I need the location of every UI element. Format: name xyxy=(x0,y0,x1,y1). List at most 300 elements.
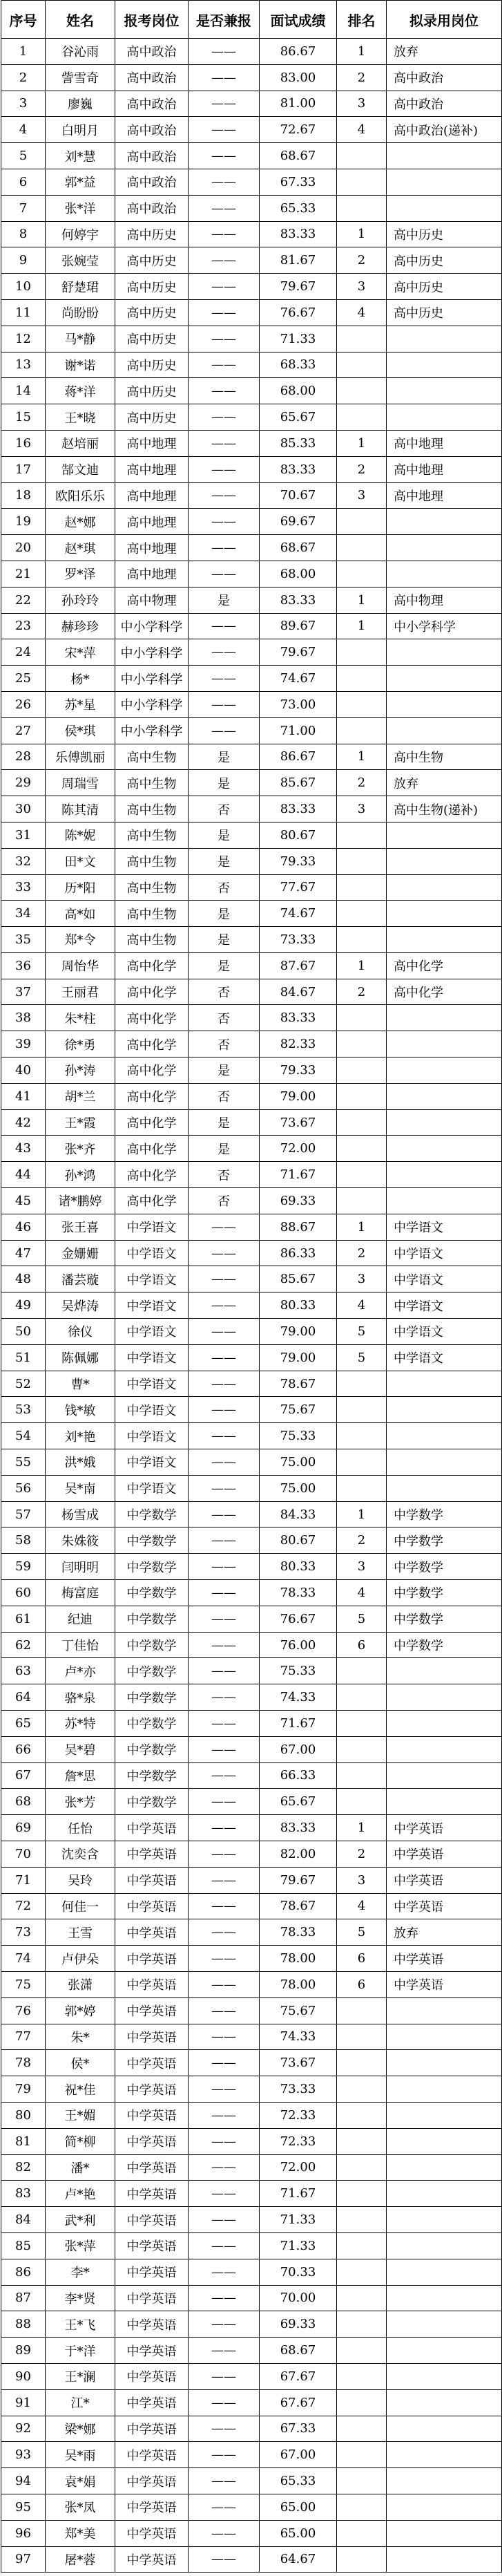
cell-rank xyxy=(337,1684,387,1711)
cell-name: 孙*鸿 xyxy=(46,1162,115,1188)
cell-hire-position xyxy=(387,404,502,431)
cell-serial: 57 xyxy=(1,1501,46,1527)
cell-interview-score: 65.33 xyxy=(260,2468,337,2494)
cell-dual-apply: —— xyxy=(189,1475,260,1501)
cell-name: 卢*艳 xyxy=(46,2181,115,2207)
cell-dual-apply: —— xyxy=(189,378,260,404)
table-row xyxy=(1,247,502,274)
cell-name: 沈奕含 xyxy=(46,1841,115,1867)
cell-name: 洪*娥 xyxy=(46,1449,115,1476)
cell-dual-apply: —— xyxy=(189,2311,260,2338)
cell-interview-score: 75.33 xyxy=(260,1658,337,1684)
table-row xyxy=(1,952,502,979)
cell-name: 侯*琪 xyxy=(46,717,115,744)
cell-position: 高中地理 xyxy=(115,561,189,587)
cell-name: 郭*益 xyxy=(46,169,115,195)
cell-position: 中学数学 xyxy=(115,1711,189,1737)
cell-dual-apply: —— xyxy=(189,2520,260,2546)
table-row xyxy=(1,587,502,613)
cell-hire-position: 放弃 xyxy=(387,1919,502,1946)
table-row xyxy=(1,2416,502,2442)
table-row xyxy=(1,1527,502,1554)
cell-name: 詹*思 xyxy=(46,1762,115,1789)
cell-dual-apply: —— xyxy=(189,2128,260,2154)
cell-interview-score: 65.67 xyxy=(260,404,337,431)
cell-serial: 82 xyxy=(1,2154,46,2181)
cell-dual-apply: —— xyxy=(189,482,260,509)
cell-position: 高中生物 xyxy=(115,796,189,822)
cell-hire-position xyxy=(387,561,502,587)
cell-position: 高中政治 xyxy=(115,64,189,91)
cell-hire-position: 高中物理 xyxy=(387,587,502,613)
cell-rank: 4 xyxy=(337,1292,387,1319)
table-row xyxy=(1,1867,502,1893)
cell-interview-score: 85.33 xyxy=(260,430,337,456)
cell-name: 徐仪 xyxy=(46,1319,115,1345)
cell-serial: 38 xyxy=(1,1005,46,1031)
table-row xyxy=(1,2285,502,2311)
cell-position: 中学英语 xyxy=(115,2207,189,2233)
cell-interview-score: 83.33 xyxy=(260,587,337,613)
cell-dual-apply: —— xyxy=(189,2259,260,2285)
cell-name: 杨雪成 xyxy=(46,1501,115,1527)
cell-dual-apply: —— xyxy=(189,1946,260,1972)
cell-name: 曹* xyxy=(46,1371,115,1397)
cell-serial: 46 xyxy=(1,1214,46,1240)
cell-dual-apply: —— xyxy=(189,299,260,326)
cell-serial: 66 xyxy=(1,1736,46,1762)
cell-rank xyxy=(337,1397,387,1423)
table-row xyxy=(1,1214,502,1240)
cell-rank xyxy=(337,2050,387,2076)
cell-rank xyxy=(337,2363,387,2389)
cell-hire-position xyxy=(387,2076,502,2103)
cell-rank: 2 xyxy=(337,770,387,796)
cell-dual-apply: —— xyxy=(189,274,260,300)
cell-name: 王*晓 xyxy=(46,404,115,431)
cell-rank: 4 xyxy=(337,1893,387,1919)
cell-serial: 69 xyxy=(1,1815,46,1841)
table-row xyxy=(1,378,502,404)
cell-serial: 90 xyxy=(1,2363,46,2389)
cell-hire-position xyxy=(387,1136,502,1162)
cell-dual-apply: —— xyxy=(189,143,260,169)
cell-dual-apply: —— xyxy=(189,1292,260,1319)
cell-serial: 25 xyxy=(1,666,46,692)
cell-rank: 2 xyxy=(337,1841,387,1867)
cell-position: 高中化学 xyxy=(115,952,189,979)
cell-interview-score: 68.67 xyxy=(260,535,337,561)
cell-name: 陈佩娜 xyxy=(46,1344,115,1371)
cell-serial: 65 xyxy=(1,1711,46,1737)
cell-name: 尚盼盼 xyxy=(46,299,115,326)
cell-serial: 49 xyxy=(1,1292,46,1319)
table-row xyxy=(1,1266,502,1292)
cell-rank: 1 xyxy=(337,430,387,456)
cell-interview-score: 72.67 xyxy=(260,117,337,143)
cell-serial: 41 xyxy=(1,1083,46,1109)
cell-name: 吴玲 xyxy=(46,1867,115,1893)
table-row xyxy=(1,2520,502,2546)
cell-hire-position xyxy=(387,2102,502,2128)
table-row xyxy=(1,1762,502,1789)
cell-interview-score: 85.67 xyxy=(260,1266,337,1292)
cell-dual-apply: —— xyxy=(189,2546,260,2573)
cell-dual-apply: —— xyxy=(189,1815,260,1841)
cell-interview-score: 70.00 xyxy=(260,2285,337,2311)
cell-interview-score: 75.33 xyxy=(260,1423,337,1449)
cell-hire-position xyxy=(387,639,502,666)
cell-name: 胡*兰 xyxy=(46,1083,115,1109)
cell-interview-score: 74.33 xyxy=(260,2024,337,2050)
cell-position: 高中地理 xyxy=(115,456,189,482)
cell-rank: 1 xyxy=(337,1214,387,1240)
cell-hire-position xyxy=(387,666,502,692)
cell-position: 高中化学 xyxy=(115,1083,189,1109)
cell-interview-score: 68.00 xyxy=(260,561,337,587)
cell-position: 中学英语 xyxy=(115,2442,189,2468)
cell-serial: 24 xyxy=(1,639,46,666)
cell-dual-apply: —— xyxy=(189,639,260,666)
cell-position: 中学语文 xyxy=(115,1266,189,1292)
cell-hire-position: 高中历史 xyxy=(387,247,502,274)
cell-serial: 96 xyxy=(1,2520,46,2546)
cell-hire-position xyxy=(387,2338,502,2364)
cell-position: 中学英语 xyxy=(115,2050,189,2076)
cell-position: 高中化学 xyxy=(115,1136,189,1162)
cell-hire-position: 中学数学 xyxy=(387,1632,502,1658)
cell-serial: 63 xyxy=(1,1658,46,1684)
cell-interview-score: 69.67 xyxy=(260,509,337,535)
cell-hire-position xyxy=(387,2285,502,2311)
cell-hire-position: 高中历史 xyxy=(387,299,502,326)
cell-hire-position xyxy=(387,848,502,874)
cell-hire-position xyxy=(387,1188,502,1214)
cell-name: 吴*碧 xyxy=(46,1736,115,1762)
cell-position: 中学语文 xyxy=(115,1475,189,1501)
cell-position: 中学数学 xyxy=(115,1684,189,1711)
cell-name: 乐傅凯丽 xyxy=(46,744,115,770)
cell-interview-score: 71.33 xyxy=(260,2207,337,2233)
cell-name: 张*洋 xyxy=(46,195,115,221)
cell-hire-position: 中学英语 xyxy=(387,1946,502,1972)
cell-position: 高中历史 xyxy=(115,404,189,431)
cell-serial: 28 xyxy=(1,744,46,770)
cell-position: 中学英语 xyxy=(115,2181,189,2207)
cell-position: 高中历史 xyxy=(115,352,189,378)
cell-dual-apply: —— xyxy=(189,1841,260,1867)
cell-position: 高中化学 xyxy=(115,1031,189,1057)
table-row xyxy=(1,2024,502,2050)
cell-rank xyxy=(337,1997,387,2024)
cell-rank: 6 xyxy=(337,1971,387,1997)
table-row xyxy=(1,299,502,326)
cell-interview-score: 73.00 xyxy=(260,691,337,717)
table-row xyxy=(1,1109,502,1136)
cell-dual-apply: —— xyxy=(189,2338,260,2364)
cell-hire-position xyxy=(387,2389,502,2416)
cell-name: 訾雪奇 xyxy=(46,64,115,91)
cell-interview-score: 74.67 xyxy=(260,901,337,927)
table-row xyxy=(1,2494,502,2520)
cell-serial: 11 xyxy=(1,299,46,326)
cell-name: 王丽君 xyxy=(46,979,115,1005)
cell-interview-score: 73.33 xyxy=(260,2076,337,2103)
cell-rank xyxy=(337,2468,387,2494)
cell-rank: 5 xyxy=(337,1319,387,1345)
table-row xyxy=(1,221,502,247)
cell-name: 袁*娟 xyxy=(46,2468,115,2494)
cell-interview-score: 67.33 xyxy=(260,169,337,195)
table-row xyxy=(1,1971,502,1997)
cell-interview-score: 81.00 xyxy=(260,91,337,117)
cell-interview-score: 79.33 xyxy=(260,1057,337,1084)
cell-position: 高中历史 xyxy=(115,299,189,326)
cell-dual-apply: —— xyxy=(189,1554,260,1580)
cell-dual-apply: —— xyxy=(189,326,260,352)
table-row xyxy=(1,1136,502,1162)
cell-serial: 47 xyxy=(1,1240,46,1266)
cell-name: 田*文 xyxy=(46,848,115,874)
cell-serial: 7 xyxy=(1,195,46,221)
cell-position: 中学英语 xyxy=(115,2520,189,2546)
cell-serial: 75 xyxy=(1,1971,46,1997)
cell-hire-position xyxy=(387,1423,502,1449)
cell-interview-score: 66.33 xyxy=(260,1762,337,1789)
cell-interview-score: 73.67 xyxy=(260,1109,337,1136)
cell-serial: 56 xyxy=(1,1475,46,1501)
cell-dual-apply: —— xyxy=(189,1632,260,1658)
cell-name: 郑*令 xyxy=(46,927,115,953)
cell-name: 江* xyxy=(46,2389,115,2416)
cell-name: 骆*泉 xyxy=(46,1684,115,1711)
cell-rank xyxy=(337,2128,387,2154)
cell-rank: 5 xyxy=(337,1606,387,1632)
cell-serial: 62 xyxy=(1,1632,46,1658)
cell-interview-score: 64.67 xyxy=(260,2546,337,2573)
table-row xyxy=(1,1893,502,1919)
cell-position: 高中政治 xyxy=(115,39,189,65)
header-interview-score: 面试成绩 xyxy=(260,1,337,39)
cell-dual-apply: —— xyxy=(189,717,260,744)
cell-rank: 1 xyxy=(337,39,387,65)
cell-dual-apply: —— xyxy=(189,1501,260,1527)
cell-name: 诸*鹏婷 xyxy=(46,1188,115,1214)
cell-hire-position xyxy=(387,1005,502,1031)
cell-rank: 4 xyxy=(337,117,387,143)
cell-rank xyxy=(337,2494,387,2520)
table-row xyxy=(1,1997,502,2024)
cell-rank xyxy=(337,874,387,901)
cell-position: 中学英语 xyxy=(115,2338,189,2364)
cell-hire-position: 中学英语 xyxy=(387,1867,502,1893)
cell-interview-score: 78.67 xyxy=(260,1371,337,1397)
table-row xyxy=(1,1292,502,1319)
cell-serial: 85 xyxy=(1,2232,46,2259)
cell-interview-score: 71.33 xyxy=(260,326,337,352)
cell-position: 高中生物 xyxy=(115,822,189,848)
table-row xyxy=(1,352,502,378)
cell-rank xyxy=(337,2207,387,2233)
cell-interview-score: 69.33 xyxy=(260,1188,337,1214)
cell-position: 高中生物 xyxy=(115,848,189,874)
cell-dual-apply: —— xyxy=(189,1344,260,1371)
cell-name: 张*萍 xyxy=(46,2232,115,2259)
cell-hire-position xyxy=(387,822,502,848)
table-row xyxy=(1,1919,502,1946)
table-row xyxy=(1,2546,502,2573)
table-row xyxy=(1,2389,502,2416)
table-row xyxy=(1,326,502,352)
cell-dual-apply: 否 xyxy=(189,796,260,822)
table-row xyxy=(1,2102,502,2128)
cell-dual-apply: —— xyxy=(189,1919,260,1946)
cell-serial: 30 xyxy=(1,796,46,822)
header-position: 报考岗位 xyxy=(115,1,189,39)
cell-name: 廖巍 xyxy=(46,91,115,117)
cell-hire-position xyxy=(387,2546,502,2573)
cell-position: 中学英语 xyxy=(115,2259,189,2285)
cell-name: 丁佳怡 xyxy=(46,1632,115,1658)
table-row xyxy=(1,666,502,692)
cell-position: 高中历史 xyxy=(115,221,189,247)
cell-dual-apply: —— xyxy=(189,64,260,91)
cell-dual-apply: 是 xyxy=(189,822,260,848)
cell-name: 王*飞 xyxy=(46,2311,115,2338)
table-row xyxy=(1,117,502,143)
table-row xyxy=(1,1946,502,1972)
cell-interview-score: 68.00 xyxy=(260,378,337,404)
cell-hire-position: 高中地理 xyxy=(387,430,502,456)
table-row xyxy=(1,1188,502,1214)
header-row xyxy=(1,1,502,39)
cell-rank xyxy=(337,2338,387,2364)
cell-hire-position: 高中地理 xyxy=(387,456,502,482)
cell-hire-position xyxy=(387,2128,502,2154)
cell-rank: 2 xyxy=(337,1527,387,1554)
cell-name: 王雪 xyxy=(46,1919,115,1946)
cell-name: 纪迪 xyxy=(46,1606,115,1632)
cell-name: 闫明明 xyxy=(46,1554,115,1580)
cell-dual-apply: —— xyxy=(189,1971,260,1997)
cell-serial: 29 xyxy=(1,770,46,796)
cell-name: 任怡 xyxy=(46,1815,115,1841)
cell-hire-position xyxy=(387,2259,502,2285)
cell-position: 中学英语 xyxy=(115,2311,189,2338)
cell-position: 高中地理 xyxy=(115,535,189,561)
cell-interview-score: 80.67 xyxy=(260,1527,337,1554)
table-row xyxy=(1,2338,502,2364)
cell-position: 中小学科学 xyxy=(115,639,189,666)
cell-rank xyxy=(337,2024,387,2050)
cell-position: 中学语文 xyxy=(115,1292,189,1319)
cell-hire-position: 中学数学 xyxy=(387,1554,502,1580)
cell-serial: 58 xyxy=(1,1527,46,1554)
cell-interview-score: 81.67 xyxy=(260,247,337,274)
cell-position: 中学数学 xyxy=(115,1789,189,1815)
cell-serial: 50 xyxy=(1,1319,46,1345)
cell-position: 高中化学 xyxy=(115,1109,189,1136)
cell-interview-score: 69.33 xyxy=(260,2311,337,2338)
cell-dual-apply: —— xyxy=(189,1240,260,1266)
table-row xyxy=(1,64,502,91)
cell-rank: 2 xyxy=(337,979,387,1005)
table-row xyxy=(1,2442,502,2468)
cell-name: 武*利 xyxy=(46,2207,115,2233)
cell-dual-apply: —— xyxy=(189,535,260,561)
cell-interview-score: 65.33 xyxy=(260,195,337,221)
table-row xyxy=(1,639,502,666)
cell-rank: 1 xyxy=(337,1501,387,1527)
cell-rank xyxy=(337,1031,387,1057)
cell-position: 中学英语 xyxy=(115,2154,189,2181)
cell-position: 中学英语 xyxy=(115,2076,189,2103)
cell-interview-score: 67.67 xyxy=(260,2389,337,2416)
cell-position: 中学英语 xyxy=(115,2363,189,2389)
table-row xyxy=(1,613,502,639)
table-row xyxy=(1,274,502,300)
cell-dual-apply: —— xyxy=(189,117,260,143)
cell-hire-position xyxy=(387,1762,502,1789)
cell-hire-position xyxy=(387,2416,502,2442)
cell-rank xyxy=(337,1736,387,1762)
cell-position: 中小学科学 xyxy=(115,691,189,717)
cell-dual-apply: —— xyxy=(189,2181,260,2207)
table-row xyxy=(1,1397,502,1423)
cell-name: 蒋*洋 xyxy=(46,378,115,404)
cell-rank xyxy=(337,2520,387,2546)
cell-interview-score: 78.00 xyxy=(260,1971,337,1997)
cell-interview-score: 67.00 xyxy=(260,1736,337,1762)
cell-position: 中学英语 xyxy=(115,2546,189,2573)
cell-serial: 78 xyxy=(1,2050,46,2076)
cell-interview-score: 72.00 xyxy=(260,1136,337,1162)
cell-position: 高中历史 xyxy=(115,274,189,300)
cell-position: 高中化学 xyxy=(115,1005,189,1031)
cell-serial: 13 xyxy=(1,352,46,378)
cell-serial: 31 xyxy=(1,822,46,848)
cell-dual-apply: —— xyxy=(189,613,260,639)
cell-rank: 3 xyxy=(337,274,387,300)
table-row xyxy=(1,901,502,927)
cell-serial: 19 xyxy=(1,509,46,535)
cell-serial: 14 xyxy=(1,378,46,404)
cell-rank xyxy=(337,666,387,692)
cell-dual-apply: —— xyxy=(189,691,260,717)
cell-position: 高中历史 xyxy=(115,378,189,404)
cell-rank xyxy=(337,1423,387,1449)
cell-interview-score: 79.00 xyxy=(260,1344,337,1371)
cell-serial: 51 xyxy=(1,1344,46,1371)
cell-name: 张婉莹 xyxy=(46,247,115,274)
cell-name: 李*贤 xyxy=(46,2285,115,2311)
cell-position: 中学语文 xyxy=(115,1240,189,1266)
cell-hire-position xyxy=(387,2024,502,2050)
cell-hire-position xyxy=(387,1475,502,1501)
cell-interview-score: 78.33 xyxy=(260,1919,337,1946)
cell-interview-score: 67.67 xyxy=(260,2363,337,2389)
cell-position: 高中政治 xyxy=(115,143,189,169)
cell-position: 中学数学 xyxy=(115,1762,189,1789)
cell-rank xyxy=(337,2285,387,2311)
cell-rank: 1 xyxy=(337,587,387,613)
cell-interview-score: 79.00 xyxy=(260,1319,337,1345)
cell-name: 刘*慧 xyxy=(46,143,115,169)
cell-name: 于*洋 xyxy=(46,2338,115,2364)
cell-interview-score: 84.33 xyxy=(260,1501,337,1527)
cell-interview-score: 82.00 xyxy=(260,1841,337,1867)
cell-interview-score: 67.00 xyxy=(260,2442,337,2468)
